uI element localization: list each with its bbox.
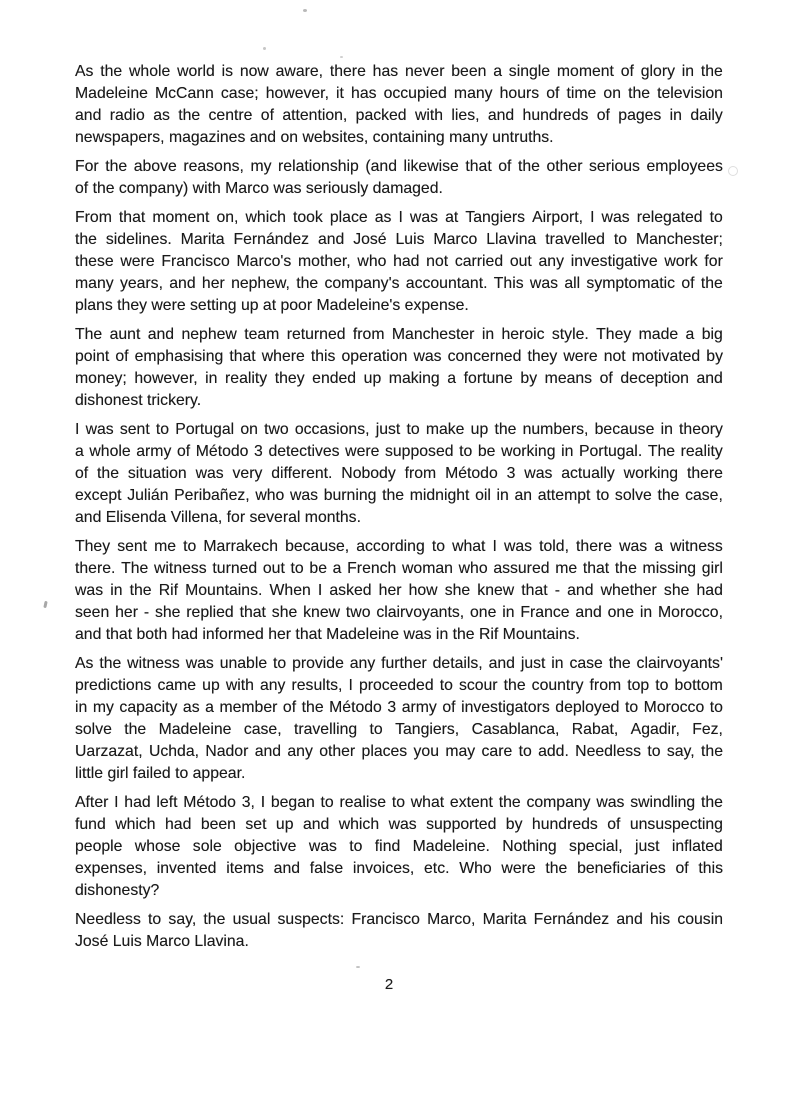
scan-speckle (303, 9, 307, 12)
text-line: Madeleine McCann case; however, it has occupied many hours of time on the television (75, 85, 723, 102)
text-line: little girl failed to appear. (75, 765, 246, 782)
paragraph (75, 61, 723, 149)
text-line: many years, and her nephew, the company's accountant. This was all symptomatic of the (75, 275, 723, 292)
page-number: 2 (384, 976, 394, 993)
text-line: José Luis Marco Llavina. (75, 933, 249, 950)
text-line: the sidelines. Marita Fernández and José Luis Marco Llavina travelled to Manchester; (75, 231, 723, 248)
text-line: Uarzazat, Uchda, Nador and any other places you may care to add. Needless to say, the (75, 743, 723, 760)
scan-speckle (43, 601, 47, 608)
text-line: and that both had informed her that Madeleine was in the Rif Mountains. (75, 626, 580, 643)
text-line: these were Francisco Marco's mother, who had not carried out any investigative work for (75, 253, 723, 270)
document-body (75, 61, 723, 960)
paragraph (75, 909, 723, 953)
text-line: fund which had been set up and which was supported by hundreds of unsuspecting (75, 816, 723, 833)
page-footer (75, 974, 703, 996)
text-line: dishonest trickery. (75, 392, 202, 409)
text-line: there. The witness turned out to be a French woman who assured me that the missing girl (75, 560, 723, 577)
text-line: newspapers, magazines and on websites, containing many untruths. (75, 129, 554, 146)
text-line: and radio as the centre of attention, packed with lies, and hundreds of pages in daily (75, 107, 723, 124)
text-line: As the witness was unable to provide any further details, and just in case the clairvoyants' (75, 655, 723, 672)
paragraph (75, 156, 723, 200)
paragraph (75, 653, 723, 785)
text-line: of the company) with Marco was seriously damaged. (75, 180, 443, 197)
scan-speckle (263, 47, 266, 50)
text-line: of the situation was very different. Nobody from Método 3 was actually working there (75, 465, 723, 482)
text-line: solve the Madeleine case, travelling to Tangiers, Casablanca, Rabat, Agadir, Fez, (75, 721, 723, 738)
text-line: dishonesty? (75, 882, 160, 899)
text-line: a whole army of Método 3 detectives were supposed to be working in Portugal. The reality (75, 443, 723, 460)
text-line: Needless to say, the usual suspects: Francisco Marco, Marita Fernández and his cousin (75, 911, 723, 928)
scan-speckle (340, 56, 343, 58)
text-line: After I had left Método 3, I began to realise to what extent the company was swindling the (75, 794, 723, 811)
text-line: For the above reasons, my relationship (and likewise that of the other serious employees (75, 158, 723, 175)
text-line: They sent me to Marrakech because, according to what I was told, there was a witness (75, 538, 723, 555)
text-line: I was sent to Portugal on two occasions, just to make up the numbers, because in theory (75, 421, 723, 438)
paragraph (75, 536, 723, 646)
text-line: As the whole world is now aware, there has never been a single moment of glory in the (75, 63, 723, 80)
text-line: The aunt and nephew team returned from Manchester in heroic style. They made a big (75, 326, 723, 343)
text-line: plans they were setting up at poor Madeleine's expense. (75, 297, 469, 314)
text-line: was in the Rif Mountains. When I asked her how she knew that - and whether she had (75, 582, 723, 599)
paragraph (75, 324, 723, 412)
text-line: predictions came up with any results, I proceeded to scour the country from top to bottom (75, 677, 723, 694)
paragraph (75, 419, 723, 529)
paragraph (75, 792, 723, 902)
text-line: people whose sole objective was to find Madeleine. Nothing special, just inflated (75, 838, 723, 855)
text-line: in my capacity as a member of the Método 3 army of investigators deployed to Morocco to (75, 699, 723, 716)
scan-speckle (356, 966, 360, 968)
scan-speckle (728, 166, 738, 176)
text-line: expenses, invented items and false invoices, etc. Who were the beneficiaries of this (75, 860, 723, 877)
text-line: seen her - she replied that she knew two clairvoyants, one in France and one in Morocco, (75, 604, 723, 621)
text-line: point of emphasising that where this operation was concerned they were not motivated by (75, 348, 723, 365)
paragraph (75, 207, 723, 317)
text-line: From that moment on, which took place as I was at Tangiers Airport, I was relegated to (75, 209, 723, 226)
text-line: money; however, in reality they ended up making a fortune by means of deception and (75, 370, 723, 387)
text-line: and Elisenda Villena, for several months. (75, 509, 361, 526)
text-line: except Julián Peribañez, who was burning the midnight oil in an attempt to solve the case, (75, 487, 723, 504)
